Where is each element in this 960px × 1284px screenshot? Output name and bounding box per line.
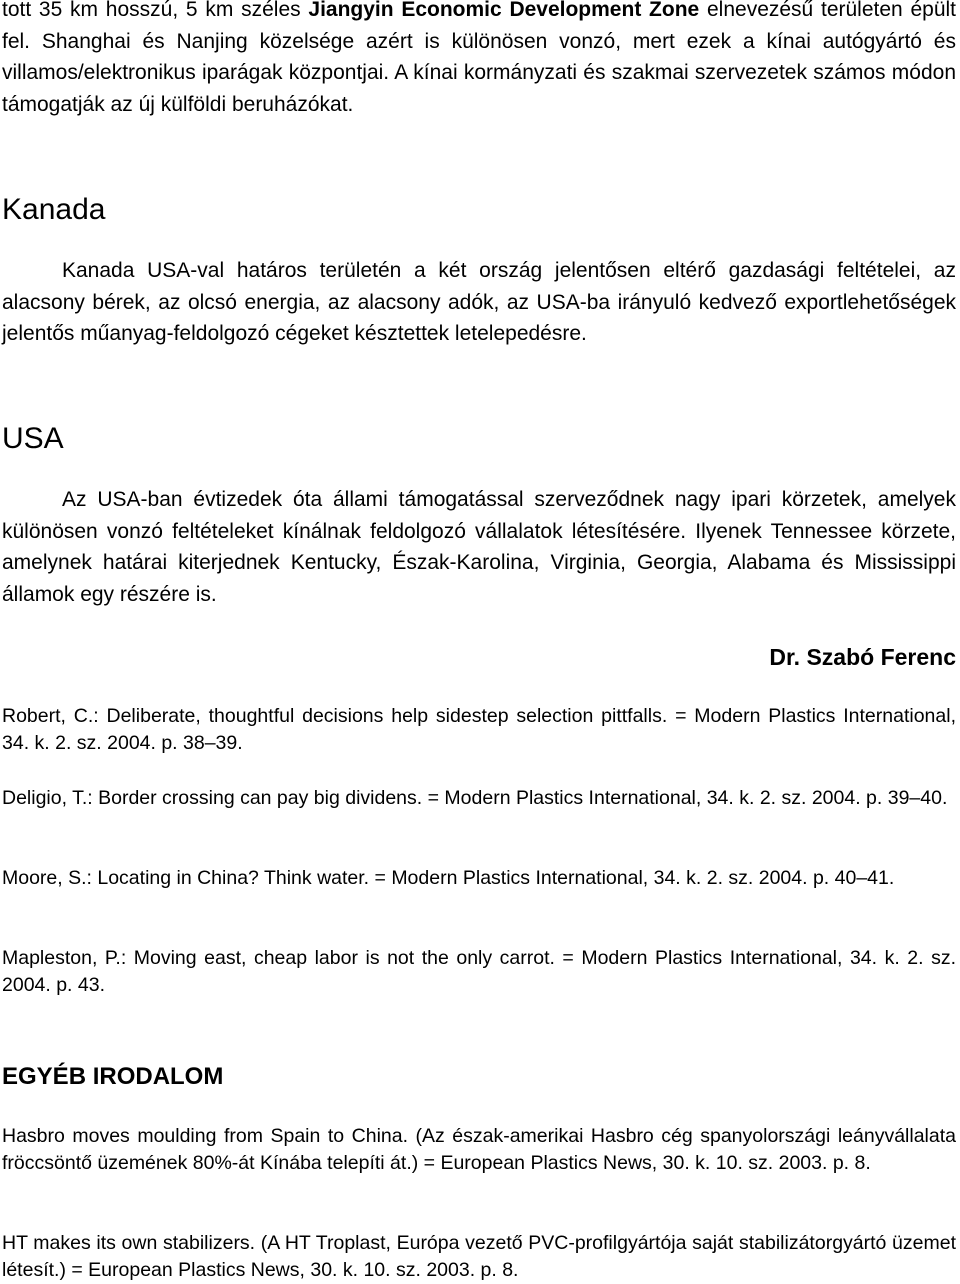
- intro-text-start: tott 35 km hosszú, 5 km széles: [2, 0, 309, 21]
- section-paragraph-kanada: Kanada USA-val határos területén a két ország jelentősen eltérő gazdasági feltételei, az alacsony bérek, az olcsó energia, az alacsony adók, az USA-ba irányuló kedvező exportlehetőségek jelentős műanyag-feldolgozó cégeket késztettek letelepedésre.: [2, 259, 956, 345]
- section-heading-kanada: Kanada: [2, 193, 106, 226]
- reference-item: Deligio, T.: Border crossing can pay big dividens. = Modern Plastics International, 34. k. 2. sz. 2004. p. 39–40.: [2, 787, 948, 809]
- reference-item: Robert, C.: Deliberate, thoughtful decisions help sidestep selection pittfalls. = Modern Plastics International, 34. k. 2. sz. 2004. p. 38–39.: [2, 705, 956, 754]
- section-heading-usa: USA: [2, 422, 64, 455]
- section-paragraph-usa: Az USA-ban évtizedek óta állami támogatással szerveződnek nagy ipari körzetek, amelyek különösen vonzó feltételeket kínálnak feldolgozó vállalatok létesítésére. Ilyenek Tennessee körzete, amelynek határai kiterjednek Kentucky, Észak-Karolina, Virginia, Georgia, Alabama és Mississippi államok egy részére is.: [2, 488, 956, 606]
- reference-item: Mapleston, P.: Moving east, cheap labor is not the only carrot. = Modern Plastics International, 34. k. 2. sz. 2004. p. 43.: [2, 947, 956, 996]
- other-literature-item: Hasbro moves moulding from Spain to China. (Az észak-amerikai Hasbro cég spanyolországi leányvállalata fröccsöntő üzemének 80%-át Kínába telepíti át.) = European Plastics News, 30. k. 10. sz. 2003. p. 8.: [2, 1125, 956, 1174]
- other-literature-item: HT makes its own stabilizers. (A HT Troplast, Európa vezető PVC-profilgyártója saját stabilizátorgyártó üzemet létesít.) = European Plastics News, 30. k. 10. sz. 2003. p. 8.: [2, 1232, 956, 1281]
- other-literature-heading: EGYÉB IRODALOM: [2, 1063, 224, 1090]
- author-signature: Dr. Szabó Ferenc: [769, 644, 956, 670]
- intro-text-rest: elnevezésű területen épült fel. Shanghai és Nanjing közelsége azért is különösen vonzó, mert ezek a kínai autógyártó és villamos/elektronikus iparágak központjai. A kínai kormányzati és szakmai szervezetek számos módon támogatják az új külföldi beruházókat.: [2, 0, 956, 116]
- reference-item: Moore, S.: Locating in China? Think water. = Modern Plastics International, 34. k. 2. sz. 2004. p. 40–41.: [2, 867, 895, 889]
- zone-name: Jiangyin Economic Development Zone: [308, 0, 700, 21]
- intro-paragraph: [2, 0, 956, 120]
